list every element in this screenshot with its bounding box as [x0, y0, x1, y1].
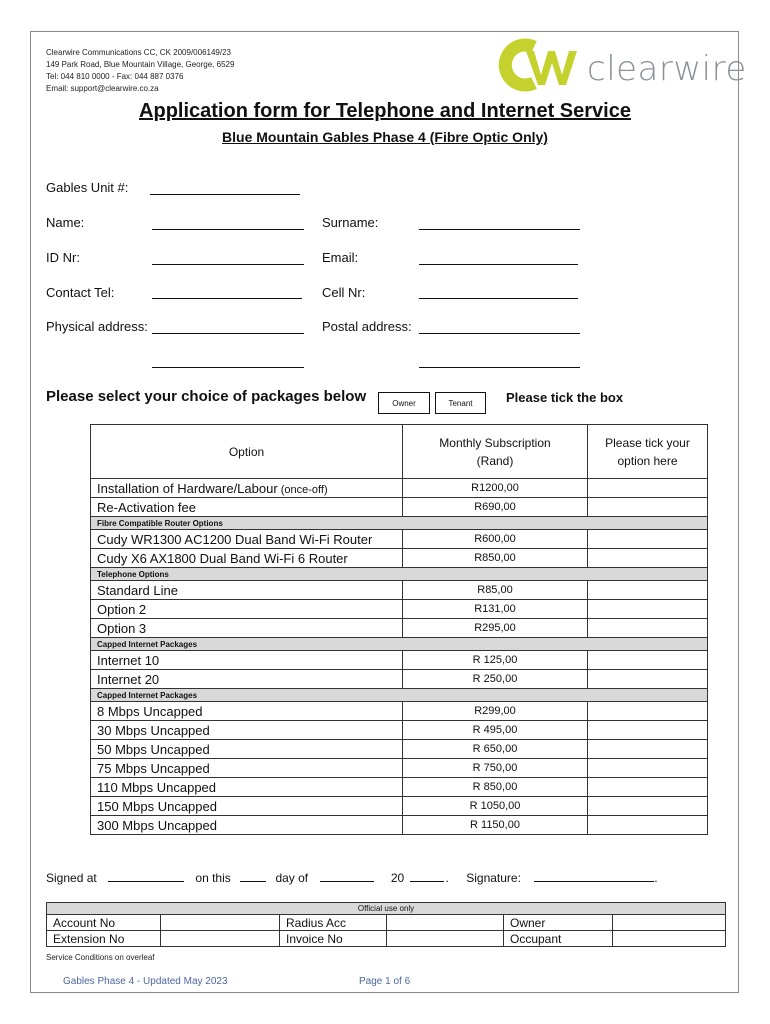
- company-line: Clearwire Communications CC, CK 2009/006149/23: [46, 48, 231, 57]
- occupant-value[interactable]: [613, 931, 726, 947]
- package-amount: R600,00: [403, 530, 588, 549]
- package-amount: R299,00: [403, 702, 588, 721]
- package-amount: R295,00: [403, 619, 588, 638]
- package-tick-cell[interactable]: [588, 759, 708, 778]
- package-option-label: 8 Mbps Uncapped: [97, 703, 203, 719]
- package-row: [91, 721, 708, 740]
- signature-line[interactable]: [534, 881, 654, 882]
- package-tick-cell[interactable]: [588, 549, 708, 568]
- package-option: [91, 530, 403, 549]
- package-row: [91, 759, 708, 778]
- package-option-label: Internet 10: [97, 652, 160, 668]
- signed-at-label: Signed at: [46, 871, 97, 885]
- category-row: [91, 517, 708, 530]
- name-label: Name:: [46, 215, 85, 230]
- footer-updated: Gables Phase 4 - Updated May 2023: [63, 976, 228, 987]
- package-option: [91, 498, 403, 517]
- package-row: [91, 479, 708, 498]
- package-option-label: Option 3: [97, 620, 147, 636]
- package-option-suffix: (once-off): [277, 483, 328, 496]
- package-option-label: Internet 20: [97, 671, 160, 687]
- page-title: Application form for Telephone and Internet Service: [139, 100, 631, 122]
- physical-address-label: Physical address:: [46, 319, 148, 334]
- company-line: Email: support@clearwire.co.za: [46, 84, 159, 93]
- category-label: Capped Internet Packages: [91, 638, 708, 651]
- package-option-label: Option 2: [97, 601, 147, 617]
- package-tick-cell[interactable]: [588, 816, 708, 835]
- surname-input-line[interactable]: [419, 229, 580, 230]
- signature-label: Signature:: [466, 871, 521, 885]
- package-amount: R 1050,00: [403, 797, 588, 816]
- signed-at-line[interactable]: [108, 881, 184, 882]
- package-option: [91, 479, 403, 498]
- category-row: [91, 568, 708, 581]
- official-row: [47, 915, 726, 931]
- package-option: [91, 702, 403, 721]
- package-option-label: 150 Mbps Uncapped: [97, 798, 217, 814]
- package-tick-cell[interactable]: [588, 619, 708, 638]
- year-prefix: 20: [390, 871, 405, 885]
- package-row: [91, 702, 708, 721]
- service-conditions-note: Service Conditions on overleaf: [46, 953, 155, 962]
- official-use-table: [46, 902, 726, 947]
- package-option: [91, 816, 403, 835]
- package-option: [91, 651, 403, 670]
- on-this-label: on this: [195, 871, 231, 885]
- option-column-header: Option: [91, 425, 403, 479]
- package-tick-cell[interactable]: [588, 702, 708, 721]
- packages-table: [90, 424, 708, 835]
- postal-address-label: Postal address:: [322, 319, 412, 334]
- package-option: [91, 778, 403, 797]
- package-option: [91, 740, 403, 759]
- physical-address-line-2[interactable]: [152, 367, 304, 368]
- package-amount: R 495,00: [403, 721, 588, 740]
- package-row: [91, 816, 708, 835]
- package-option-label: 50 Mbps Uncapped: [97, 741, 210, 757]
- package-amount: R850,00: [403, 549, 588, 568]
- package-tick-cell[interactable]: [588, 721, 708, 740]
- extension-no-label: Extension No: [47, 931, 161, 947]
- package-amount: R690,00: [403, 498, 588, 517]
- package-row: [91, 498, 708, 517]
- invoice-no-label: Invoice No: [280, 931, 387, 947]
- package-option-label: Re-Activation fee: [97, 499, 196, 515]
- package-tick-cell[interactable]: [588, 581, 708, 600]
- contact-input-line[interactable]: [152, 298, 302, 299]
- month-line[interactable]: [320, 881, 374, 882]
- package-amount: R 750,00: [403, 759, 588, 778]
- package-row: [91, 778, 708, 797]
- extension-no-value[interactable]: [161, 931, 280, 947]
- package-row: [91, 619, 708, 638]
- contact-label: Contact Tel:: [46, 285, 115, 300]
- package-option: [91, 797, 403, 816]
- email-label: Email:: [322, 250, 359, 265]
- table-header-row: [91, 425, 708, 479]
- company-line: 149 Park Road, Blue Mountain Village, George, 6529: [46, 60, 235, 69]
- category-label: Capped Internet Packages: [91, 689, 708, 702]
- postal-address-line-2[interactable]: [419, 367, 580, 368]
- package-option-label: 75 Mbps Uncapped: [97, 760, 210, 776]
- official-use-header: Official use only: [47, 903, 726, 915]
- package-tick-cell[interactable]: [588, 530, 708, 549]
- owner-checkbox[interactable]: Owner: [378, 392, 430, 414]
- monthly-column-header-text: Monthly Subscription (Rand): [439, 435, 551, 468]
- package-row: [91, 670, 708, 689]
- tenant-checkbox[interactable]: Tenant: [435, 392, 486, 414]
- unit-label: Gables Unit #:: [46, 180, 129, 195]
- package-option-label: Installation of Hardware/Labour: [97, 480, 278, 496]
- packages-heading: Please select your choice of packages below: [46, 388, 367, 405]
- category-label: Telephone Options: [91, 568, 708, 581]
- package-amount: R85,00: [403, 581, 588, 600]
- invoice-no-value[interactable]: [387, 931, 504, 947]
- package-tick-cell[interactable]: [588, 740, 708, 759]
- day-of-label: day of: [275, 871, 309, 885]
- package-amount: R 125,00: [403, 651, 588, 670]
- category-row: [91, 638, 708, 651]
- day-line[interactable]: [240, 881, 266, 882]
- radius-acc-label: Radius Acc: [280, 915, 387, 931]
- signature-row: Signed at on this day of 20 . Signature: .: [46, 871, 658, 885]
- official-header-row: [47, 903, 726, 915]
- company-line: Tel: 044 810 0000 - Fax: 044 887 0376: [46, 72, 184, 81]
- unit-input-line[interactable]: [150, 194, 300, 195]
- account-no-value[interactable]: [161, 915, 280, 931]
- package-row: [91, 600, 708, 619]
- package-amount: R1200,00: [403, 479, 588, 498]
- package-tick-cell[interactable]: [588, 670, 708, 689]
- physical-address-line-1[interactable]: [152, 333, 304, 334]
- page-number: Page 1 of 6: [359, 976, 411, 987]
- official-row: [47, 931, 726, 947]
- package-row: [91, 797, 708, 816]
- cell-label: Cell Nr:: [322, 285, 366, 300]
- package-option-label: Cudy WR1300 AC1200 Dual Band Wi-Fi Router: [97, 531, 373, 547]
- package-option: [91, 721, 403, 740]
- package-tick-cell[interactable]: [588, 797, 708, 816]
- category-label: Fibre Compatible Router Options: [91, 517, 708, 530]
- id-input-line[interactable]: [152, 264, 304, 265]
- monthly-column-header: [403, 425, 588, 479]
- packages-table-body: [91, 479, 708, 835]
- email-input-line[interactable]: [419, 264, 578, 265]
- package-row: [91, 581, 708, 600]
- company-info: [46, 47, 234, 95]
- package-tick-cell[interactable]: [588, 778, 708, 797]
- year-line[interactable]: [410, 881, 444, 882]
- cell-input-line[interactable]: [419, 298, 578, 299]
- tick-note: Please tick the box: [506, 390, 624, 405]
- package-amount: R 650,00: [403, 740, 588, 759]
- package-tick-cell[interactable]: [588, 498, 708, 517]
- package-tick-cell[interactable]: [588, 600, 708, 619]
- package-amount: R 850,00: [403, 778, 588, 797]
- package-option: [91, 581, 403, 600]
- page-subtitle: Blue Mountain Gables Phase 4 (Fibre Optic Only): [222, 129, 548, 145]
- package-amount: R 1150,00: [403, 816, 588, 835]
- package-option-label: 30 Mbps Uncapped: [97, 722, 210, 738]
- logo-text: clearwire: [587, 49, 747, 89]
- package-row: [91, 651, 708, 670]
- occupant-label: Occupant: [504, 931, 613, 947]
- package-option-label: Standard Line: [97, 582, 178, 598]
- owner-value[interactable]: [613, 915, 726, 931]
- surname-label: Surname:: [322, 215, 379, 230]
- package-option-label: 110 Mbps Uncapped: [97, 779, 217, 795]
- package-row: [91, 740, 708, 759]
- account-no-label: Account No: [47, 915, 161, 931]
- package-option: [91, 759, 403, 778]
- id-label: ID Nr:: [46, 250, 80, 265]
- package-option: [91, 670, 403, 689]
- tick-column-header: [588, 425, 708, 479]
- package-option: [91, 600, 403, 619]
- name-input-line[interactable]: [152, 229, 304, 230]
- package-amount: R131,00: [403, 600, 588, 619]
- category-row: [91, 689, 708, 702]
- package-option-label: Cudy X6 AX1800 Dual Band Wi-Fi 6 Router: [97, 550, 348, 566]
- package-row: [91, 549, 708, 568]
- package-tick-cell[interactable]: [588, 651, 708, 670]
- clearwire-logo: [492, 37, 747, 92]
- package-option-label: 300 Mbps Uncapped: [97, 817, 217, 833]
- logo-mark-icon: [492, 37, 582, 92]
- owner-label: Owner: [504, 915, 613, 931]
- package-option: [91, 549, 403, 568]
- tick-column-header-text: Please tick your option here: [605, 435, 690, 468]
- radius-acc-value[interactable]: [387, 915, 504, 931]
- package-option: [91, 619, 403, 638]
- package-amount: R 250,00: [403, 670, 588, 689]
- postal-address-line-1[interactable]: [419, 333, 580, 334]
- package-row: [91, 530, 708, 549]
- package-tick-cell[interactable]: [588, 479, 708, 498]
